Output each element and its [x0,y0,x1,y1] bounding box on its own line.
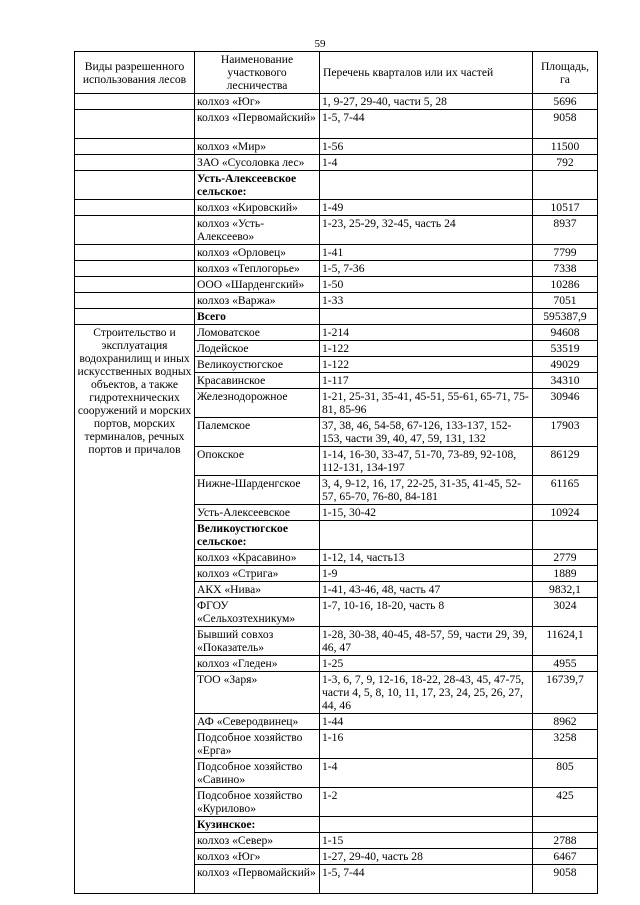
area-cell: 61165 [533,476,598,505]
table-row [75,94,598,110]
blocks-cell: 1-27, 29-40, часть 28 [320,849,533,865]
forestry-name: ЗАО «Сусоловка лес» [197,156,305,169]
forestry-name: Подсобное хозяйство «Курилово» [197,789,303,815]
blocks-cell: 1-5, 7-44 [320,110,533,139]
blocks-cell: 1-23, 25-29, 32-45, часть 24 [320,216,533,245]
forestry-name: Красавинское [197,374,266,387]
table-header-row [75,52,598,94]
usage-cell-empty [75,200,195,216]
forestry-name-cell [195,672,320,714]
forestry-name: Всего [197,310,226,323]
forestry-name-cell [195,849,320,865]
blocks-cell: 1-4 [320,759,533,788]
area-cell: 7338 [533,261,598,277]
area-cell: 49029 [533,357,598,373]
area-cell: 6467 [533,849,598,865]
forestry-name: Нижне-Шарденгское [197,477,301,490]
blocks-cell: 1-122 [320,341,533,357]
area-cell: 805 [533,759,598,788]
blocks-cell: 1-5, 7-36 [320,261,533,277]
forestry-name: ООО «Шарденгский» [197,278,305,291]
area-cell: 4955 [533,656,598,672]
usage-cell-empty [75,245,195,261]
area-cell: 94608 [533,325,598,341]
area-cell: 3258 [533,730,598,759]
usage-cell-empty [75,139,195,155]
table-row [75,200,598,216]
blocks-cell: 1-41, 43-46, 48, часть 47 [320,582,533,598]
table-row [75,155,598,171]
header-usage-type: Виды разрешенного использования лесов [75,52,195,94]
forestry-name-cell [195,788,320,817]
forestry-name-cell [195,139,320,155]
area-cell: 595387,9 [533,309,598,325]
area-cell: 792 [533,155,598,171]
forestry-name: Железнодорожное [197,390,288,403]
forestry-name-cell [195,759,320,788]
forestry-name: Бывший совхоз «Показатель» [197,628,274,654]
forestry-name-cell [195,277,320,293]
section-heading-cell [195,309,320,325]
forestry-name: АФ «Северодвинец» [197,715,299,728]
area-cell: 11624,1 [533,627,598,656]
forestry-name-cell [195,656,320,672]
usage-cell-empty [75,261,195,277]
forestry-name-cell [195,245,320,261]
blocks-cell [320,309,533,325]
table-row [75,171,598,200]
usage-cell-empty [75,277,195,293]
forestry-name-cell [195,714,320,730]
header-forestry-name: Наименование участкового лесничества [195,52,320,94]
blocks-cell: 1-117 [320,373,533,389]
blocks-cell [320,521,533,550]
forestry-name-cell [195,505,320,521]
forestry-name-cell [195,627,320,656]
table-row [75,110,598,139]
forestry-name: колхоз «Гледен» [197,657,278,670]
forestry-name: Великоустюгское [197,358,283,371]
area-cell: 7051 [533,293,598,309]
forestry-name-cell [195,110,320,139]
forestry-name-cell [195,582,320,598]
table-row [75,261,598,277]
forestry-name: колхоз «Стрига» [197,567,279,580]
area-cell [533,171,598,200]
blocks-cell: 1-2 [320,788,533,817]
blocks-cell: 1-41 [320,245,533,261]
forestry-name: колхоз «Юг» [197,850,261,863]
forestry-name: ФГОУ «Сельхозтехникум» [197,599,296,625]
forestry-name: Усть-Алексеевское сельское: [197,172,297,198]
usage-cell-empty [75,171,195,200]
forestry-name-cell [195,730,320,759]
blocks-cell: 1-33 [320,293,533,309]
area-cell [533,521,598,550]
area-cell: 3024 [533,598,598,627]
table-row [75,245,598,261]
blocks-cell: 1-44 [320,714,533,730]
blocks-cell: 1-4 [320,155,533,171]
usage-cell-empty [75,293,195,309]
blocks-cell: 1-50 [320,277,533,293]
table-row [75,325,598,341]
usage-cell-empty [75,94,195,110]
area-cell: 1889 [533,566,598,582]
forestry-name-cell [195,389,320,418]
area-cell: 11500 [533,139,598,155]
area-cell: 5696 [533,94,598,110]
blocks-cell: 3, 4, 9-12, 16, 17, 22-25, 31-35, 41-45, 52-57, 65-70, 76-80, 84-181 [320,476,533,505]
area-cell: 9058 [533,865,598,894]
area-cell: 7799 [533,245,598,261]
table-row [75,277,598,293]
blocks-cell: 1-7, 10-16, 18-20, часть 8 [320,598,533,627]
table-row [75,139,598,155]
area-cell: 8962 [533,714,598,730]
usage-cell-empty [75,309,195,325]
forestry-name: Опокское [197,448,244,461]
forestry-name: Подсобное хозяйство «Савино» [197,760,303,786]
area-cell: 86129 [533,447,598,476]
forestry-name-cell [195,341,320,357]
area-cell: 10924 [533,505,598,521]
blocks-cell: 1-28, 30-38, 40-45, 48-57, 59, части 29, 39, 46, 47 [320,627,533,656]
forestry-name: колхоз «Первомайский» [197,866,316,879]
forestry-name-cell [195,325,320,341]
usage-type-cell: Строительство и эксплуатация водохранилищ и иных искусственных водных объектов, а также гидротехнических сооружений и морских портов, морских терминалов, речных портов и причалов [75,325,195,894]
blocks-cell: 1-12, 14, часть13 [320,550,533,566]
blocks-cell: 1-3, 6, 7, 9, 12-16, 18-22, 28-43, 45, 47-75, части 4, 5, 8, 10, 11, 17, 23, 24, 25, 26, 27, 44, 46 [320,672,533,714]
forestry-name: Кузинское: [197,818,256,831]
area-cell: 10517 [533,200,598,216]
area-cell: 2779 [533,550,598,566]
forestry-name: Ломоватское [197,326,260,339]
table-row [75,309,598,325]
forestry-name-cell [195,833,320,849]
forest-use-table [74,51,598,894]
blocks-cell: 37, 38, 46, 54-58, 67-126, 133-137, 152-153, части 39, 40, 47, 59, 131, 132 [320,418,533,447]
forestry-name-cell [195,598,320,627]
forestry-name: Лодейское [197,342,249,355]
forestry-name: Усть-Алексеевское [197,506,291,519]
forestry-name: Великоустюгское сельское: [197,522,288,548]
blocks-cell: 1-122 [320,357,533,373]
forestry-name: колхоз «Север» [197,834,274,847]
forestry-name: колхоз «Первомайский» [197,111,316,124]
forestry-name-cell [195,261,320,277]
blocks-cell: 1-25 [320,656,533,672]
area-cell: 2788 [533,833,598,849]
forestry-name-cell [195,94,320,110]
blocks-cell: 1-15 [320,833,533,849]
blocks-cell [320,171,533,200]
table-row [75,293,598,309]
forestry-name-cell [195,418,320,447]
forestry-name: Подсобное хозяйство «Ерга» [197,731,303,757]
blocks-cell: 1-214 [320,325,533,341]
header-blocks: Перечень кварталов или их частей [320,52,533,94]
area-cell: 9832,1 [533,582,598,598]
forestry-name-cell [195,293,320,309]
forestry-name-cell [195,373,320,389]
usage-cell-empty [75,155,195,171]
area-cell: 16739,7 [533,672,598,714]
forestry-name-cell [195,476,320,505]
section-heading-cell [195,817,320,833]
header-area: Площадь, га [533,52,598,94]
forestry-name: колхоз «Мир» [197,140,267,153]
forestry-name: колхоз «Усть-Алексеево» [197,217,265,243]
forestry-name: колхоз «Красавино» [197,551,297,564]
forestry-name: АКХ «Нива» [197,583,262,596]
forestry-name-cell [195,357,320,373]
area-cell: 8937 [533,216,598,245]
blocks-cell: 1-21, 25-31, 35-41, 45-51, 55-61, 65-71, 75-81, 85-96 [320,389,533,418]
forestry-name-cell [195,447,320,476]
blocks-cell: 1, 9-27, 29-40, части 5, 28 [320,94,533,110]
blocks-cell: 1-49 [320,200,533,216]
forestry-name: ТОО «Заря» [197,673,258,686]
blocks-cell: 1-5, 7-44 [320,865,533,894]
blocks-cell: 1-9 [320,566,533,582]
forestry-name: колхоз «Теплогорье» [197,262,300,275]
section-heading-cell [195,171,320,200]
area-cell: 425 [533,788,598,817]
forestry-name-cell [195,865,320,894]
usage-cell-empty [75,216,195,245]
usage-cell-empty [75,110,195,139]
forestry-name-cell [195,566,320,582]
table-row [75,216,598,245]
forestry-name-cell [195,550,320,566]
forestry-name: Палемское [197,419,251,432]
blocks-cell: 1-16 [320,730,533,759]
page-number: 59 [314,38,326,50]
blocks-cell: 1-15, 30-42 [320,505,533,521]
area-cell: 53519 [533,341,598,357]
blocks-cell: 1-56 [320,139,533,155]
area-cell [533,817,598,833]
area-cell: 34310 [533,373,598,389]
section-heading-cell [195,521,320,550]
forestry-name: колхоз «Варжа» [197,294,276,307]
forestry-name-cell [195,200,320,216]
area-cell: 10286 [533,277,598,293]
area-cell: 9058 [533,110,598,139]
blocks-cell [320,817,533,833]
area-cell: 30946 [533,389,598,418]
blocks-cell: 1-14, 16-30, 33-47, 51-70, 73-89, 92-108, 112-131, 134-197 [320,447,533,476]
forestry-name: колхоз «Юг» [197,95,261,108]
area-cell: 17903 [533,418,598,447]
forestry-name: колхоз «Кировский» [197,201,298,214]
forestry-name-cell [195,155,320,171]
forestry-name: колхоз «Орловец» [197,246,287,259]
forestry-name-cell [195,216,320,245]
